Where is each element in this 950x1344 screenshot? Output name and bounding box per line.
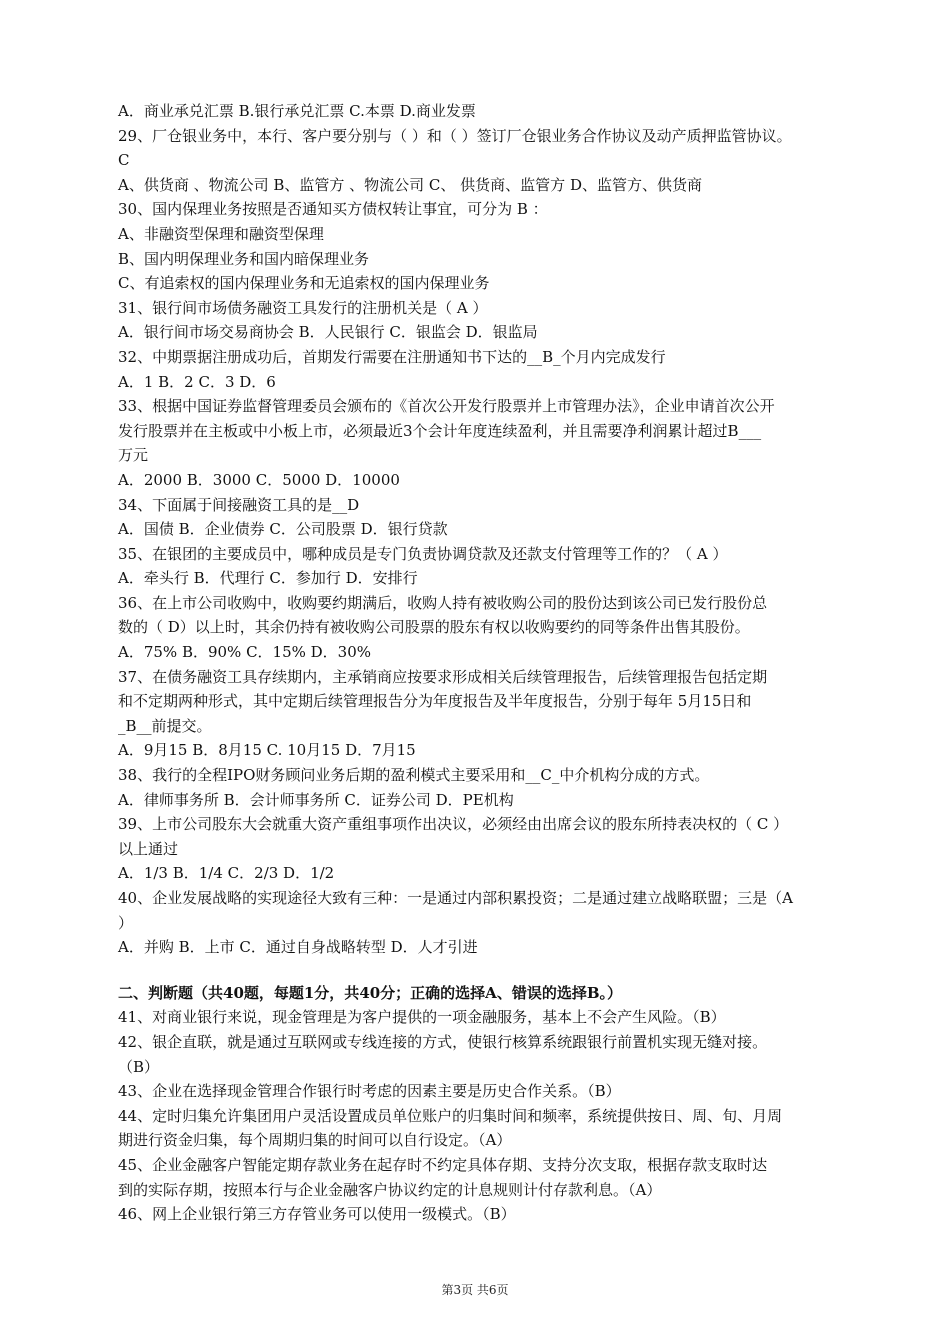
text-line: 33、根据中国证券监督管理委员会颁布的《首次公开发行股票并上市管理办法》，企业申请首次公开 — [118, 397, 775, 416]
document-body — [118, 99, 840, 1227]
text-line: 36、在上市公司收购中，收购要约期满后，收购人持有被收购公司的股份达到该公司已发行股份总 — [118, 593, 768, 612]
text-line: 以上通过 — [118, 839, 179, 858]
text-line: 发行股票并在主板或中小板上市，必须最近3个会计年度连续盈利，并且需要净利润累计超过B___ — [118, 421, 762, 440]
text-line: 35、在银团的主要成员中，哪种成员是专门负责协调贷款及还款支付管理等工作的？（ A ） — [118, 544, 728, 563]
text-line: A．2000 B．3000 C．5000 D．10000 — [118, 470, 400, 489]
text-line: A．1/3 B．1/4 C．2/3 D．1/2 — [118, 864, 335, 883]
text-line: A、非融资型保理和融资型保理 — [118, 224, 324, 243]
text-line: 42、银企直联，就是通过互联网或专线连接的方式，使银行核算系统跟银行前置机实现无缝对接。 — [118, 1032, 768, 1051]
text-line: A、供货商 、物流公司 B、监管方 、物流公司 C、 供货商、监管方 D、监管方、供货商 — [118, 175, 702, 194]
text-line: 和不定期两种形式，其中定期后续管理报告分为年度报告及半年度报告，分别于每年 5月15日和 — [118, 692, 752, 711]
text-line: A．银行间市场交易商协会 B．人民银行 C．银监会 D．银监局 — [118, 323, 538, 342]
question-block-choice — [118, 99, 840, 960]
text-line: A．商业承兑汇票 B.银行承兑汇票 C.本票 D.商业发票 — [118, 102, 476, 120]
text-line: 44、定时归集允许集团用户灵活设置成员单位账户的归集时间和频率，系统提供按日、周、旬、月周 — [118, 1106, 783, 1125]
text-line: A．9月15 B．8月15 C. 10月15 D．7月15 — [118, 741, 416, 760]
text-line: 32、中期票据注册成功后，首期发行需要在注册通知书下达的__B_个月内完成发行 — [118, 347, 666, 366]
text-line: 43、企业在选择现金管理合作银行时考虑的因素主要是历史合作关系。（B） — [118, 1082, 621, 1101]
text-line: 38、我行的全程IPO财务顾问业务后期的盈利模式主要采用和__C_中介机构分成的方式。 — [118, 766, 710, 785]
text-line: 到的实际存期，按照本行与企业金融客户协议约定的计息规则计付存款利息。（A） — [118, 1180, 662, 1199]
text-line: _B__前提交。 — [118, 716, 212, 735]
text-line: 30、国内保理业务按照是否通知买方债权转让事宜，可分为 B ： — [118, 200, 548, 219]
text-line: 40、企业发展战略的实现途径大致有三种：一是通过内部积累投资；二是通过建立战略联盟；三是（A — [118, 889, 793, 907]
section-gap — [118, 960, 840, 981]
text-line: 31、银行间市场债务融资工具发行的注册机关是（ A ） — [118, 298, 488, 317]
text-line: B、国内明保理业务和国内暗保理业务 — [118, 249, 370, 268]
text-line: 34、下面属于间接融资工具的是__D — [118, 495, 360, 514]
text-line: C — [118, 151, 130, 170]
text-line: 万元 — [118, 446, 149, 465]
text-line: C、有追索权的国内保理业务和无追索权的国内保理业务 — [118, 274, 490, 293]
text-line: 期进行资金归集，每个周期归集的时间可以自行设定。（A） — [118, 1131, 512, 1150]
text-line: 45、企业金融客户智能定期存款业务在起存时不约定具体存期、支持分次支取，根据存款支取时达 — [118, 1155, 768, 1174]
text-line: 29、厂仓银业务中，本行、客户要分别与（ ）和（ ）签订厂仓银业务合作协议及动产质押监管协议。 — [118, 126, 792, 145]
question-block-judgement — [118, 1005, 840, 1226]
text-line: 46、网上企业银行第三方存管业务可以使用一级模式。（B） — [118, 1205, 516, 1224]
text-line: A．律师事务所 B．会计师事务所 C．证券公司 D．PE机构 — [118, 790, 514, 809]
text-line: 37、在债务融资工具存续期内，主承销商应按要求形成相关后续管理报告，后续管理报告包括定期 — [118, 667, 768, 686]
text-line: A．牵头行 B．代理行 C．参加行 D．安排行 — [118, 569, 418, 588]
text-line: A．并购 B．上市 C．通过自身战略转型 D．人才引进 — [118, 938, 478, 957]
text-line: A．1 B．2 C．3 D．6 — [118, 372, 276, 391]
section-heading: 二、判断题（共40题，每题1分，共40分；正确的选择A、错误的选择B。） — [118, 983, 623, 1002]
text-line: 数的（ D）以上时，其余仍持有被收购公司股票的股东有权以收购要约的同等条件出售其股份。 — [118, 618, 750, 637]
text-line: （B） — [118, 1057, 160, 1076]
text-line: 41、对商业银行来说，现金管理是为客户提供的一项金融服务，基本上不会产生风险。（B） — [118, 1008, 726, 1027]
text-line: ） — [118, 913, 134, 932]
page-footer: 第3页 共6页 — [441, 1283, 509, 1297]
text-line: 39、上市公司股东大会就重大资产重组事项作出决议，必须经由出席会议的股东所持表决权的（ C ） — [118, 815, 789, 834]
text-line: A．75% B．90% C．15% D．30% — [118, 643, 372, 662]
text-line: A．国债 B．企业债券 C．公司股票 D．银行贷款 — [118, 520, 448, 539]
